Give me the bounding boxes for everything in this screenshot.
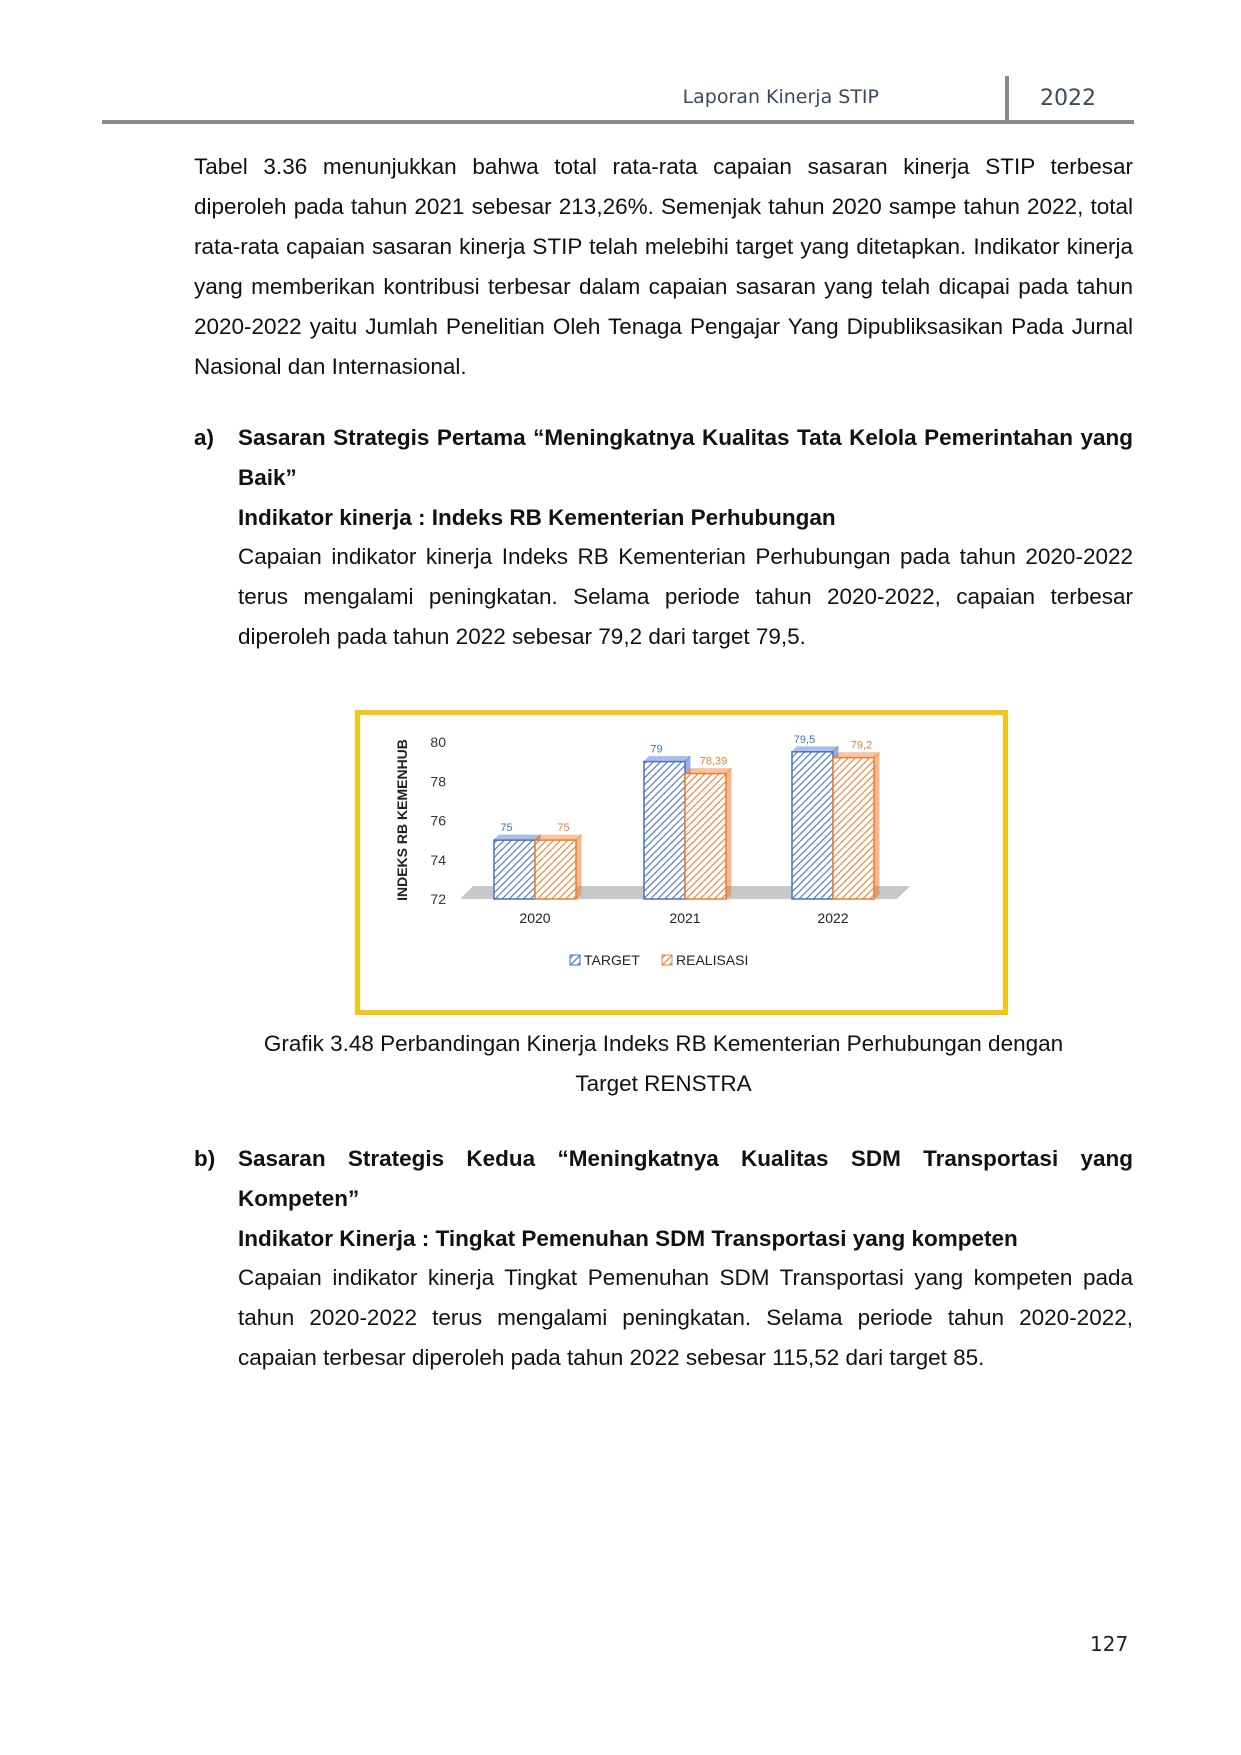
section-a-heading: Sasaran Strategis Pertama “Meningkatnya Kualitas Tata Kelola Pemerintahan yang Baik” bbox=[238, 425, 1133, 490]
page-number: 127 bbox=[1090, 1632, 1129, 1656]
data-label: 79 bbox=[650, 743, 663, 756]
report-year: 2022 bbox=[1040, 86, 1096, 111]
bar-realisasi-2021 bbox=[685, 774, 726, 899]
section-b-body: Capaian indikator kinerja Tingkat Pemenuhan SDM Transportasi yang kompeten pada tahun 2020-2022 terus mengalami peningkatan. Selama periode tahun 2020-2022, capaian terbesar diperoleh pada tahun 2022 sebesar 115,52 dari target 85. bbox=[238, 1265, 1133, 1370]
data-label: 75 bbox=[557, 822, 570, 835]
report-title: Laporan Kinerja STIP bbox=[682, 86, 879, 108]
bar-chart bbox=[360, 715, 1003, 1010]
section-b-indicator: Indikator Kinerja : Tingkat Pemenuhan SDM Transportasi yang kompeten bbox=[238, 1226, 1018, 1251]
legend-swatch-target bbox=[570, 955, 580, 965]
x-tick-label: 2021 bbox=[669, 910, 701, 926]
page-header bbox=[0, 76, 1241, 126]
chart-caption-line1: Grafik 3.48 Perbandingan Kinerja Indeks RB Kementerian Perhubungan dengan bbox=[263, 1031, 1064, 1056]
bar-realisasi-2022 bbox=[833, 758, 874, 899]
chart-frame bbox=[355, 710, 1008, 1015]
y-tick-label: 76 bbox=[430, 812, 446, 829]
legend-label-realisasi: REALISASI bbox=[676, 952, 749, 968]
data-label: 79,2 bbox=[850, 739, 873, 752]
chart-caption-line2: Target RENSTRA bbox=[575, 1071, 752, 1096]
data-label: 75 bbox=[500, 822, 513, 835]
x-tick-label: 2022 bbox=[817, 910, 849, 926]
section-b-heading: Sasaran Strategis Kedua “Meningkatnya Kualitas SDM Transportasi yang Kompeten” bbox=[238, 1146, 1133, 1211]
y-tick-label: 78 bbox=[430, 773, 446, 790]
bar-target-2020 bbox=[494, 840, 535, 899]
legend-swatch-realisasi bbox=[662, 955, 672, 965]
section-a-indicator: Indikator kinerja : Indeks RB Kementerian Perhubungan bbox=[238, 505, 836, 530]
bar-realisasi-2020 bbox=[535, 840, 576, 899]
data-label: 78,39 bbox=[699, 755, 728, 768]
header-rule bbox=[102, 120, 1134, 124]
y-tick-label: 80 bbox=[430, 734, 446, 750]
data-label: 79,5 bbox=[793, 733, 816, 746]
section-a-marker: a) bbox=[194, 425, 215, 450]
header-separator bbox=[1005, 76, 1009, 120]
section-a-body: Capaian indikator kinerja Indeks RB Kementerian Perhubungan pada tahun 2020-2022 terus mengalami peningkatan. Selama periode tahun 2020-2022, capaian terbesar diperoleh pada tahun 2022 sebesar 79,2 dari target 79,5. bbox=[238, 544, 1133, 649]
y-axis-title: INDEKS RB KEMENHUB bbox=[394, 739, 410, 901]
legend-label-target: TARGET bbox=[584, 952, 640, 968]
section-b-marker: b) bbox=[194, 1146, 216, 1171]
x-tick-label: 2020 bbox=[519, 910, 551, 926]
y-tick-label: 72 bbox=[430, 891, 446, 907]
intro-paragraph: Tabel 3.36 menunjukkan bahwa total rata-rata capaian sasaran kinerja STIP terbesar diperoleh pada tahun 2021 sebesar 213,26%. Semenjak tahun 2020 sampe tahun 2022, total rata-rata capaian sasaran kinerja STIP telah melebihi target yang ditetapkan. Indikator kinerja yang memberikan kontribusi terbesar dalam capaian sasaran yang telah dicapai pada tahun 2020-2022 yaitu Jumlah Penelitian Oleh Tenaga Pengajar Yang Dipubliksasikan Pada Jurnal Nasional dan Internasional. bbox=[194, 154, 1133, 379]
bar-target-2022 bbox=[792, 752, 833, 899]
y-tick-label: 74 bbox=[430, 851, 446, 868]
bar-target-2021 bbox=[644, 762, 685, 899]
